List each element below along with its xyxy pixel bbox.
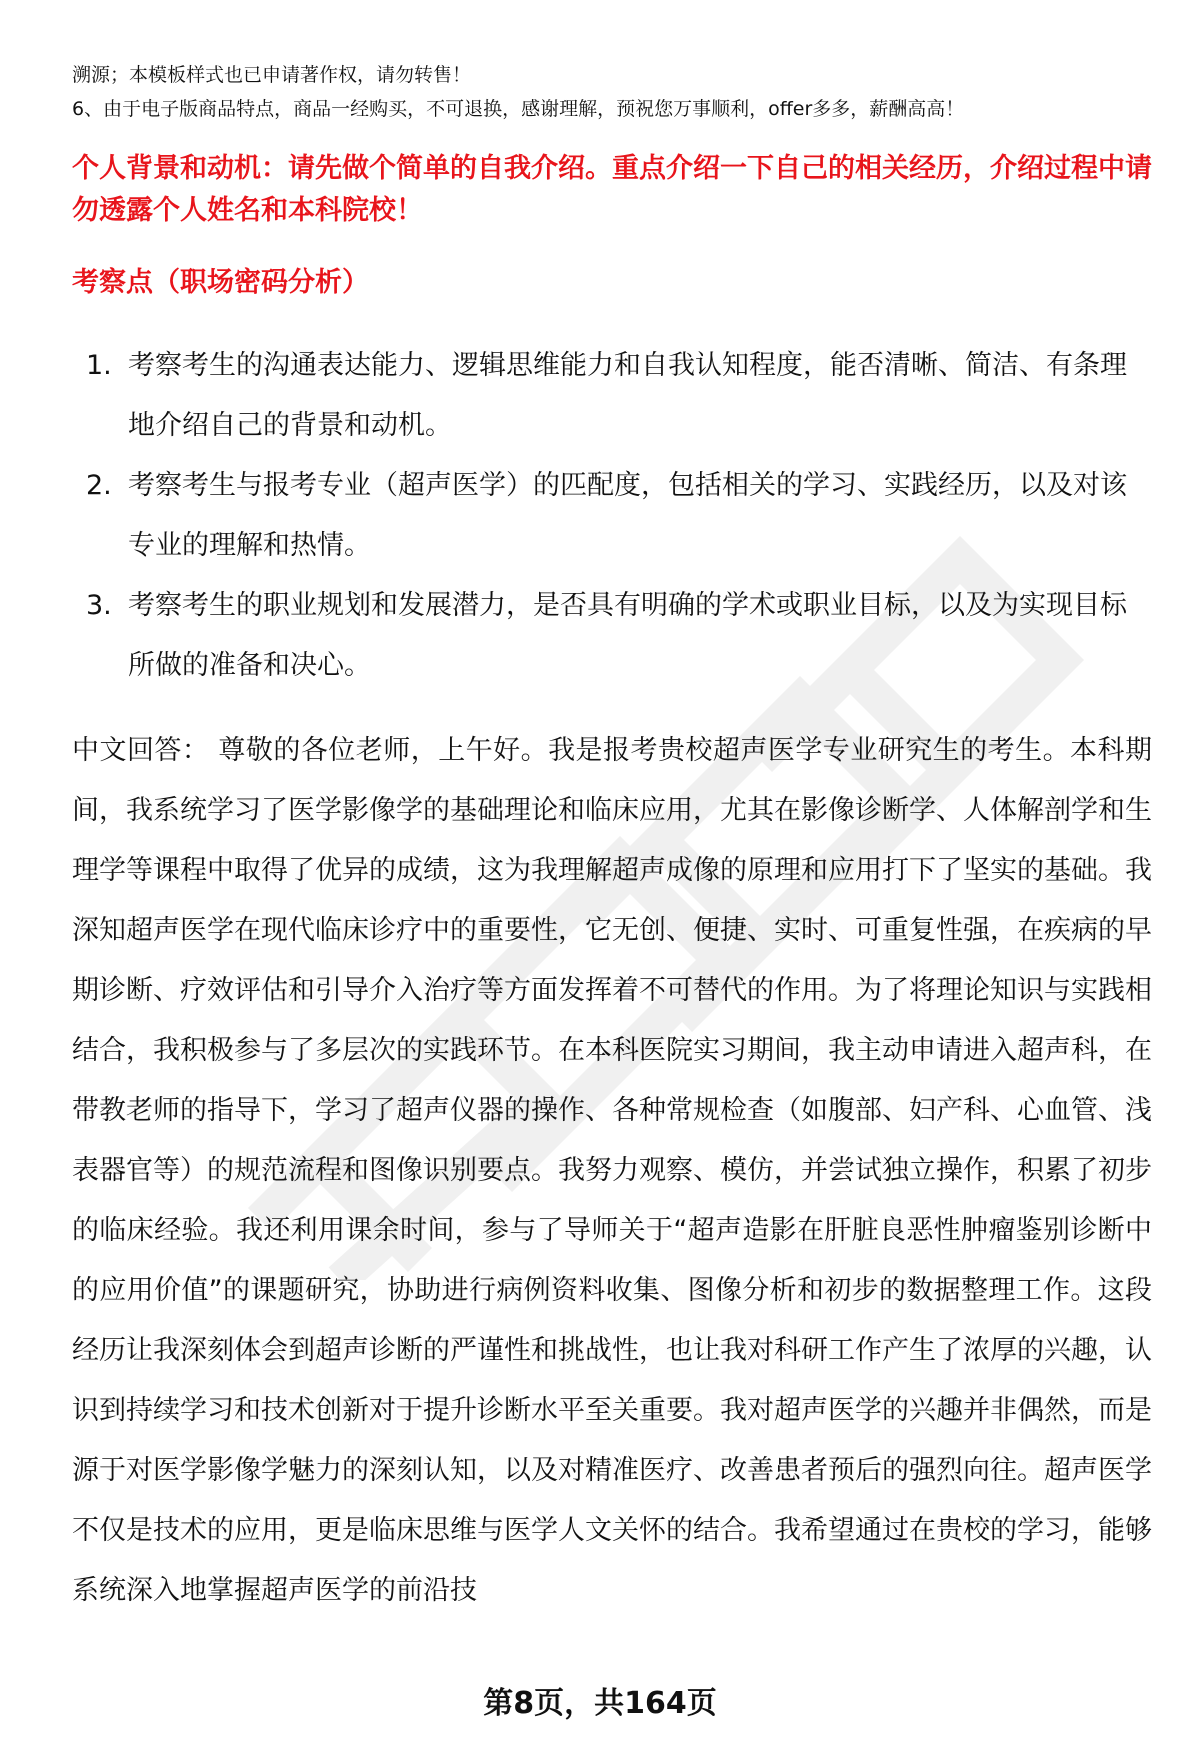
list-item-number: 1. <box>86 350 112 381</box>
list-item-text: 考察考生的职业规划和发展潜力，是否具有明确的学术或职业目标，以及为实现目标所做的准备和决心。 <box>128 590 1127 681</box>
chinese-answer: 中文回答： 尊敬的各位老师，上午好。我是报考贵校超声医学专业研究生的考生。本科期间，我系统学习了医学影像学的基础理论和临床应用，尤其在影像诊断学、人体解剖学和生理学等课程中取得了优异的成绩，这为我理解超声成像的原理和应用打下了坚实的基础。我深知超声医学在现代临床诊疗中的重要性，它无创、便捷、实时、可重复性强，在疾病的早期诊断、疗效评估和引导介入治疗等方面发挥着不可替代的作用。为了将理论知识与实践相结合，我积极参与了多层次的实践环节。在本科医院实习期间，我主动申请进入超声科，在带教老师的指导下，学习了超声仪器的操作、各种常规检查（如腹部、妇产科、心血管、浅表器官等）的规范流程和图像识别要点。我努力观察、模仿，并尝试独立操作，积累了初步的临床经验。我还利用课余时间，参与了导师关于“超声造影在肝脏良恶性肿瘤鉴别诊断中的应用价值”的课题研究，协助进行病例资料收集、图像分析和初步的数据整理工作。这段经历让我深刻体会到超声诊断的严谨性和挑战性，也让我对科研工作产生了浓厚的兴趣，认识到持续学习和技术创新对于提升诊断水平至关重要。我对超声医学的兴趣并非偶然，而是源于对医学影像学魅力的深刻认知，以及对精准医疗、改善患者预后的强烈向往。超声医学不仅是技术的应用，更是临床思维与医学人文关怀的结合。我希望通过在贵校的学习，能够系统深入地掌握超声医学的前沿技 <box>72 735 1152 1606</box>
page-number: 第8页，共164页 <box>483 1686 717 1721</box>
list-item <box>72 336 1152 456</box>
intro-notes <box>72 58 1152 126</box>
list-item <box>72 576 1152 696</box>
intro-line-1: 溯源；本模板样式也已申请著作权，请勿转售！ <box>72 64 472 86</box>
assessment-points <box>72 336 1152 696</box>
list-item-text: 考察考生的沟通表达能力、逻辑思维能力和自我认知程度，能否清晰、简洁、有条理地介绍自己的背景和动机。 <box>128 350 1127 441</box>
interview-question: 个人背景和动机：请先做个简单的自我介绍。重点介绍一下自己的相关经历，介绍过程中请勿透露个人姓名和本科院校！ <box>72 153 1152 226</box>
list-item-text: 考察考生与报考专业（超声医学）的匹配度，包括相关的学习、实践经历，以及对该专业的理解和热情。 <box>128 470 1127 561</box>
section-title: 考察点（职场密码分析） <box>72 267 369 298</box>
list-item-number: 3. <box>86 590 112 621</box>
list-item-number: 2. <box>86 470 112 501</box>
intro-line-2: 6、由于电子版商品特点，商品一经购买，不可退换，感谢理解，预祝您万事顺利，offer多多，薪酬高高！ <box>72 98 965 120</box>
list-item <box>72 456 1152 576</box>
